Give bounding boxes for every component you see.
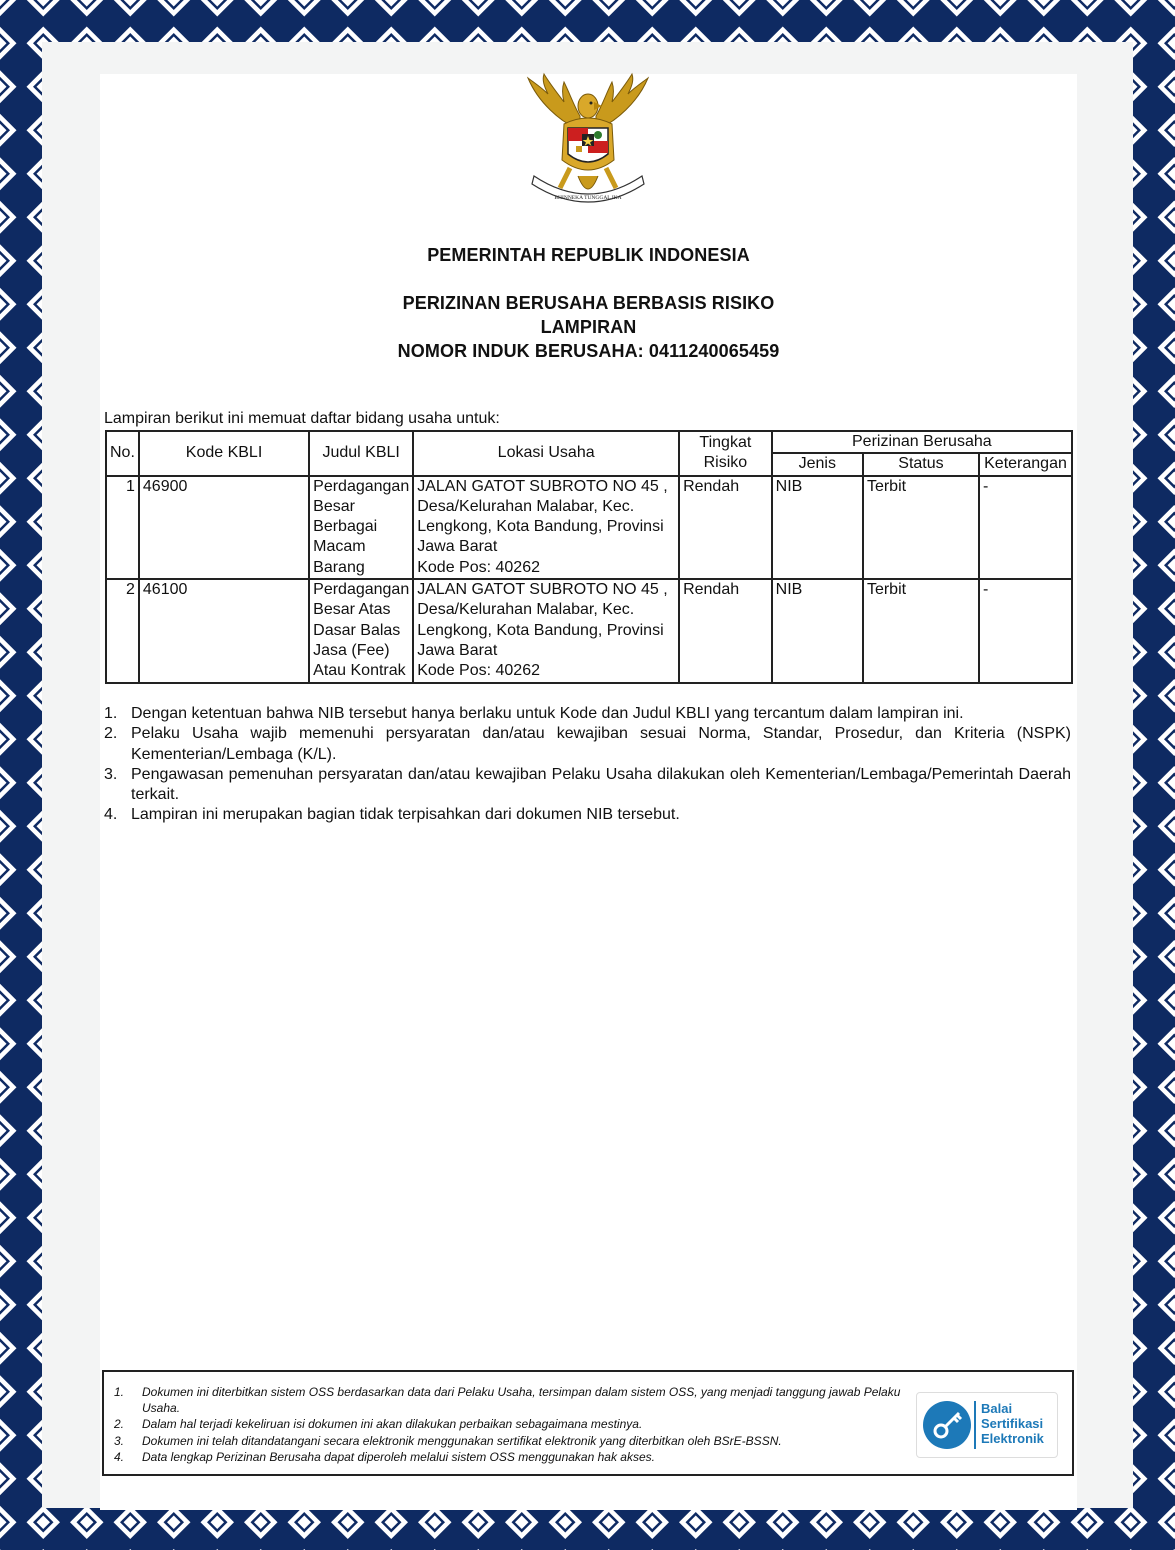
cell-kode: 46900 (139, 476, 309, 579)
notes-list (104, 704, 1071, 826)
cell-judul: Perdagangan Besar Berbagai Macam Barang (309, 476, 413, 579)
cell-no: 1 (106, 476, 139, 579)
garuda-emblem (520, 72, 656, 218)
document-subtitle: LAMPIRAN (540, 317, 637, 337)
list-item: 3. Pengawasan pemenuhan persyaratan dan/atau kewajiban Pelaku Usaha dilakukan oleh Kementerian/Lembaga/Pemerintah Daerah terkait. (104, 765, 1071, 804)
svg-text:BHINNEKA TUNGGAL IKA: BHINNEKA TUNGGAL IKA (554, 195, 622, 201)
key-icon (921, 1397, 977, 1453)
col-header-no: No. (106, 431, 139, 476)
list-item: 2. Pelaku Usaha wajib memenuhi persyaratan dan/atau kewajiban sesuai Norma, Standar, Prosedur, dan Kriteria (NSPK) Kementerian/Lembaga (K/L). (104, 725, 1071, 763)
list-item: 1. Dokumen ini diterbitkan sistem OSS berdasarkan data dari Pelaku Usaha, tersimpan dalam sistem OSS, yang menjadi tanggung jawab Pelaku Usaha. (114, 1385, 901, 1416)
list-item: 4. Data lengkap Perizinan Berusaha dapat diperoleh melalui sistem OSS menggunakan hak akses. (114, 1449, 655, 1464)
cell-lokasi: JALAN GATOT SUBROTO NO 45 , Desa/Kelurahan Malabar, Kec. Lengkong, Kota Bandung, Provinsi Jawa Barat Kode Pos: 40262 (413, 476, 679, 579)
col-header-keterangan: Keterangan (979, 453, 1072, 475)
col-header-status: Status (863, 453, 979, 475)
cell-lokasi: JALAN GATOT SUBROTO NO 45 , Desa/Kelurahan Malabar, Kec. Lengkong, Kota Bandung, Provinsi Jawa Barat Kode Pos: 40262 (413, 579, 679, 682)
document-title: PERIZINAN BERUSAHA BERBASIS RISIKO (402, 293, 775, 313)
nib-number: NOMOR INDUK BERUSAHA: 0411240065459 (397, 341, 780, 361)
col-header-tingkat-risiko: Tingkat Risiko (679, 431, 772, 476)
list-item: 3. Dokumen ini telah ditandatangani secara elektronik menggunakan sertifikat elektronik yang diterbitkan oleh BSrE-BSSN. (114, 1433, 782, 1448)
cell-risiko: Rendah (679, 476, 772, 579)
bsre-logo-text: Balai Sertifikasi Elektronik (981, 1401, 1044, 1446)
cell-status: Terbit (863, 579, 979, 682)
cell-judul: Perdagangan Besar Atas Dasar Balas Jasa (Fee) Atau Kontrak (309, 579, 413, 682)
cell-status: Terbit (863, 476, 979, 579)
government-title: PEMERINTAH REPUBLIK INDONESIA (427, 245, 750, 265)
col-header-perizinan: Perizinan Berusaha (772, 431, 1072, 453)
list-item: 1. Dengan ketentuan bahwa NIB tersebut hanya berlaku untuk Kode dan Judul KBLI yang tercantum dalam lampiran ini. (104, 705, 964, 722)
bsre-logo (916, 1392, 1058, 1458)
footer-box (102, 1370, 1074, 1476)
cell-kode: 46100 (139, 579, 309, 682)
cell-jenis: NIB (772, 476, 863, 579)
cell-risiko: Rendah (679, 579, 772, 682)
cell-keterangan: - (979, 476, 1072, 579)
col-header-lokasi: Lokasi Usaha (413, 431, 679, 476)
cell-jenis: NIB (772, 579, 863, 682)
cell-no: 2 (106, 579, 139, 682)
list-item: 2. Dalam hal terjadi kekeliruan isi dokumen ini akan dilakukan perbaikan sebagaimana mestinya. (114, 1417, 643, 1432)
cell-keterangan: - (979, 579, 1072, 682)
table-row (106, 579, 1072, 682)
kbli-table (105, 430, 1073, 684)
list-item: 4. Lampiran ini merupakan bagian tidak terpisahkan dari dokumen NIB tersebut. (104, 806, 680, 824)
footer-notes (114, 1384, 914, 1465)
table-row (106, 476, 1072, 579)
intro-text: Lampiran berikut ini memuat daftar bidang usaha untuk: (104, 410, 500, 427)
col-header-kode: Kode KBLI (139, 431, 309, 476)
col-header-judul: Judul KBLI (309, 431, 413, 476)
col-header-jenis: Jenis (772, 453, 863, 475)
